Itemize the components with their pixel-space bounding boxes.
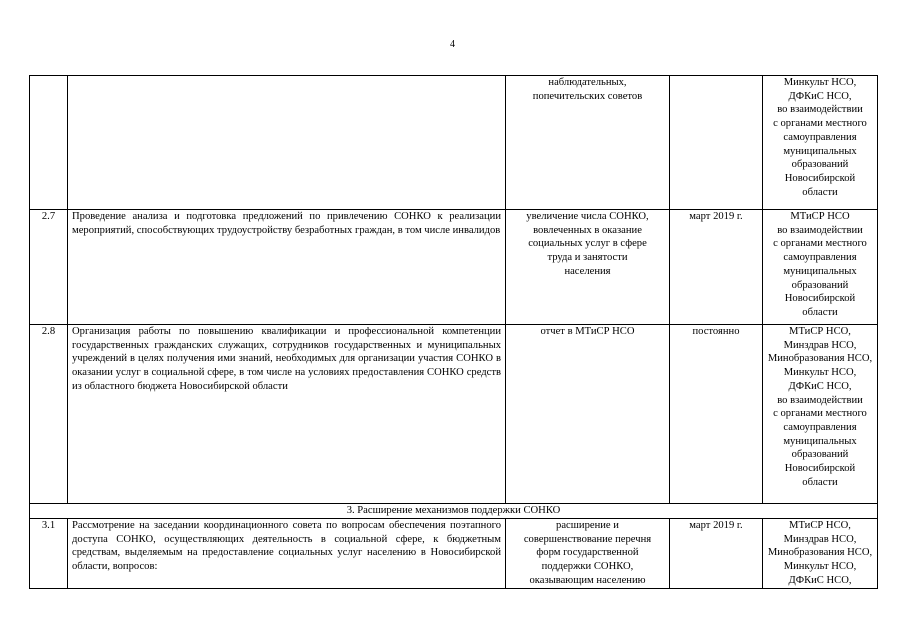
result-cell: отчет в МТиСР НСО: [506, 325, 670, 504]
measures-table: [29, 75, 878, 589]
deadline-cell: [670, 76, 763, 210]
event-cell: Рассмотрение на заседании координационного совета по вопросам обеспечения поэтапного доступа СОНКО, осуществляющих деятельность в социальной сфере, к бюджетным средствам, выделяемым на предоставление социальных услуг населению в Новосибирской области, вопросов:: [68, 519, 506, 589]
result-cell: наблюдательных, попечительских советов: [506, 76, 670, 210]
result-cell: увеличение числа СОНКО, вовлеченных в оказание социальных услуг в сфере труда и занятости населения: [506, 210, 670, 325]
row-number-cell: 2.7: [30, 210, 68, 325]
section-heading: 3. Расширение механизмов поддержки СОНКО: [30, 504, 878, 519]
responsible-cell: МТиСР НСО, Минздрав НСО, Минобразования НСО, Минкульт НСО, ДФКиС НСО, во взаимодействии с органами местного самоуправления муниципальных образований Новосибирской области: [763, 325, 878, 504]
event-cell: Проведение анализа и подготовка предложений по привлечению СОНКО к реализации мероприятий, способствующих трудоустройству безработных граждан, в том числе инвалидов: [68, 210, 506, 325]
row-number-cell: 2.8: [30, 325, 68, 504]
row-number-cell: 3.1: [30, 519, 68, 589]
row-number-cell: [30, 76, 68, 210]
responsible-cell: МТиСР НСО, Минздрав НСО, Минобразования НСО, Минкульт НСО, ДФКиС НСО,: [763, 519, 878, 589]
event-cell: Организация работы по повышению квалификации и профессиональной компетенции государственных гражданских служащих, сотрудников государственных и муниципальных учреждений в целях получения ими знаний, необходимых для организации участия СОНКО в оказании услуг в социальной сфере, в том числе на условиях предоставления СОНКО средств из областного бюджета Новосибирской области: [68, 325, 506, 504]
table-row: [30, 76, 878, 210]
responsible-cell: МТиСР НСО во взаимодействии с органами местного самоуправления муниципальных образований Новосибирской области: [763, 210, 878, 325]
table-row: [30, 210, 878, 325]
table-row: [30, 519, 878, 589]
deadline-cell: март 2019 г.: [670, 519, 763, 589]
result-cell: расширение и совершенствование перечня форм государственной поддержки СОНКО, оказывающим населению: [506, 519, 670, 589]
deadline-cell: постоянно: [670, 325, 763, 504]
deadline-cell: март 2019 г.: [670, 210, 763, 325]
section-heading-row: [30, 504, 878, 519]
event-cell: [68, 76, 506, 210]
page-number: 4: [450, 39, 455, 50]
responsible-cell: Минкульт НСО, ДФКиС НСО, во взаимодействии с органами местного самоуправления муниципальных образований Новосибирской области: [763, 76, 878, 210]
table-row: [30, 325, 878, 504]
